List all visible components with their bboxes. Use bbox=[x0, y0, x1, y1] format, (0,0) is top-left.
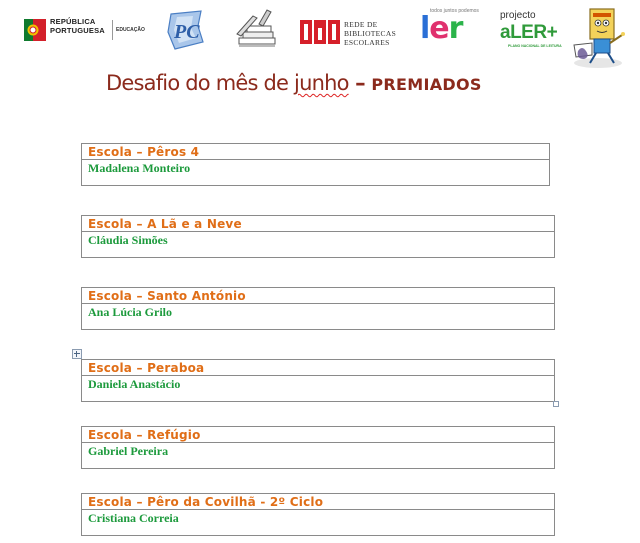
winner-student: Cláudia Simões bbox=[88, 233, 168, 247]
aler-line1: projecto bbox=[500, 10, 536, 21]
title-dash: – bbox=[348, 71, 372, 95]
portugal-flag-icon bbox=[24, 19, 46, 41]
winner-school: Escola – Refúgio bbox=[82, 427, 554, 443]
aler-logo bbox=[500, 10, 562, 54]
winner-school: Escola – Santo António bbox=[82, 288, 554, 304]
aler-tagline: PLANO NACIONAL DE LEITURA bbox=[508, 44, 562, 48]
winner-school: Escola – Pêros 4 bbox=[82, 144, 549, 160]
rbe-text: REDE DE BIBLIOTECAS ESCOLARES bbox=[344, 20, 397, 47]
aler-wordmark: aLER+ bbox=[500, 22, 558, 43]
books-logo bbox=[233, 8, 281, 50]
book-reading-mascot bbox=[568, 5, 632, 71]
winner-student: Daniela Anastácio bbox=[88, 377, 181, 391]
pc-emblem-icon bbox=[163, 8, 207, 52]
mascot-icon bbox=[568, 5, 632, 71]
rbe-logo bbox=[300, 18, 410, 48]
ler-logo bbox=[420, 8, 490, 50]
winner-card bbox=[81, 215, 555, 258]
rp-text: REPÚBLICA PORTUGUESA bbox=[50, 17, 105, 35]
winner-school: Escola – Pêro da Covilhã - 2º Ciclo bbox=[82, 494, 554, 510]
table-resize-handle[interactable] bbox=[553, 401, 559, 407]
stacked-books-icon bbox=[233, 8, 281, 50]
ler-wordmark: ler bbox=[420, 11, 463, 46]
republica-portuguesa-logo bbox=[24, 17, 145, 45]
pc-logo bbox=[163, 8, 207, 52]
winner-school: Escola – Peraboa bbox=[82, 360, 554, 376]
table-move-handle[interactable] bbox=[72, 349, 82, 359]
header-logos bbox=[0, 0, 640, 75]
winner-student: Madalena Monteiro bbox=[88, 161, 191, 175]
page-title bbox=[106, 71, 482, 95]
ler-tagline: todos juntos podemos bbox=[430, 8, 479, 14]
winner-card bbox=[81, 426, 555, 469]
winner-card bbox=[81, 143, 550, 186]
winner-card bbox=[81, 493, 555, 536]
rp-ministry: EDUCAÇÃO bbox=[116, 27, 145, 33]
winner-card bbox=[81, 359, 555, 402]
title-lead: Desafio do mês de bbox=[106, 71, 295, 95]
rp-separator bbox=[112, 20, 113, 40]
rbe-mark-icon bbox=[300, 20, 340, 48]
winner-student: Ana Lúcia Grilo bbox=[88, 305, 173, 319]
winner-school: Escola – A Lã e a Neve bbox=[82, 216, 554, 232]
winner-card bbox=[81, 287, 555, 330]
winner-student: Gabriel Pereira bbox=[88, 444, 169, 458]
title-emphasis: PREMIADOS bbox=[371, 75, 482, 94]
winner-student: Cristiana Correia bbox=[88, 511, 179, 525]
svg-text:PC: PC bbox=[174, 21, 200, 43]
title-month: junho bbox=[294, 71, 349, 95]
